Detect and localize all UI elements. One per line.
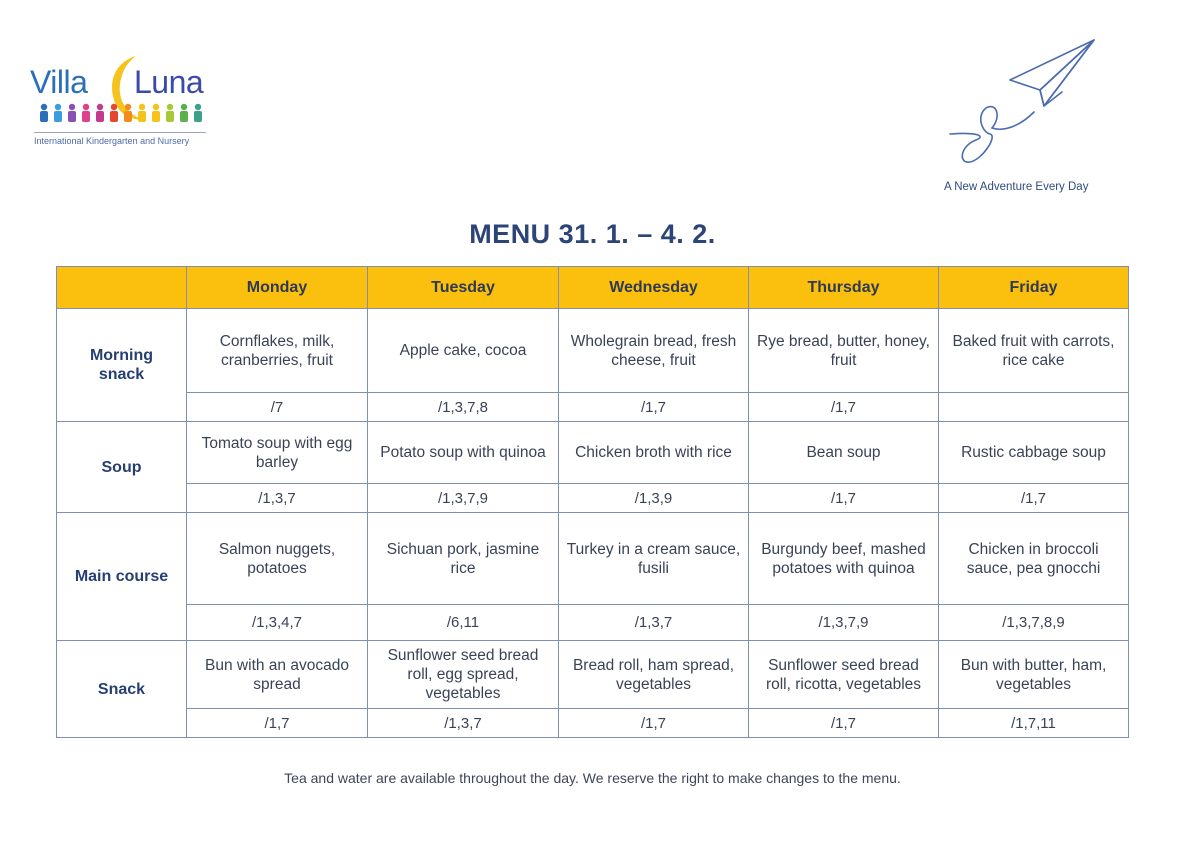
dish-cell: Tomato soup with egg barley bbox=[187, 422, 368, 484]
dish-cell: Apple cake, cocoa bbox=[368, 309, 559, 393]
dish-cell: Cornflakes, milk, cranberries, fruit bbox=[187, 309, 368, 393]
dish-cell: Bean soup bbox=[749, 422, 939, 484]
footer-note: Tea and water are available throughout the day. We reserve the right to make changes to the menu. bbox=[284, 770, 901, 786]
table-row bbox=[57, 641, 1129, 709]
dish-cell: Potato soup with quinoa bbox=[368, 422, 559, 484]
allergen-cell: /1,3,7 bbox=[187, 484, 368, 513]
allergen-cell: /1,7 bbox=[939, 484, 1129, 513]
meal-label: Main course bbox=[57, 513, 187, 641]
allergen-cell: /1,7 bbox=[749, 709, 939, 738]
dish-cell: Salmon nuggets, potatoes bbox=[187, 513, 368, 605]
allergen-row bbox=[57, 709, 1129, 738]
allergen-cell: /1,7 bbox=[559, 393, 749, 422]
allergen-row bbox=[57, 393, 1129, 422]
dish-cell: Sichuan pork, jasmine rice bbox=[368, 513, 559, 605]
allergen-cell: /6,11 bbox=[368, 605, 559, 641]
dish-cell: Rustic cabbage soup bbox=[939, 422, 1129, 484]
allergen-row bbox=[57, 484, 1129, 513]
allergen-cell: /1,3,7,9 bbox=[749, 605, 939, 641]
day-header: Tuesday bbox=[368, 267, 559, 309]
day-header: Monday bbox=[187, 267, 368, 309]
table-row bbox=[57, 513, 1129, 605]
logo-word-villa: Villa bbox=[30, 64, 88, 100]
dish-cell: Chicken broth with rice bbox=[559, 422, 749, 484]
dish-cell: Burgundy beef, mashed potatoes with quinoa bbox=[749, 513, 939, 605]
allergen-cell: /1,3,7 bbox=[368, 709, 559, 738]
allergen-cell: /1,3,7,9 bbox=[368, 484, 559, 513]
table-row bbox=[57, 422, 1129, 484]
table-header-row bbox=[57, 267, 1129, 309]
logo-word-luna: Luna bbox=[134, 64, 204, 100]
allergen-cell bbox=[939, 393, 1129, 422]
menu-table bbox=[56, 266, 1129, 738]
corner-cell bbox=[57, 267, 187, 309]
dish-cell: Wholegrain bread, fresh cheese, fruit bbox=[559, 309, 749, 393]
allergen-cell: /1,3,4,7 bbox=[187, 605, 368, 641]
villa-luna-logo bbox=[30, 52, 220, 152]
slogan: A New Adventure Every Day bbox=[944, 181, 1089, 193]
dish-cell: Chicken in broccoli sauce, pea gnocchi bbox=[939, 513, 1129, 605]
dish-cell: Baked fruit with carrots, rice cake bbox=[939, 309, 1129, 393]
allergen-row bbox=[57, 605, 1129, 641]
dish-cell: Bread roll, ham spread, vegetables bbox=[559, 641, 749, 709]
page-title: MENU 31. 1. – 4. 2. bbox=[469, 219, 716, 249]
allergen-cell: /1,7 bbox=[187, 709, 368, 738]
dish-cell: Rye bread, butter, honey, fruit bbox=[749, 309, 939, 393]
allergen-cell: /1,7 bbox=[749, 484, 939, 513]
meal-label: Morning snack bbox=[57, 309, 187, 422]
children-figures-icon bbox=[36, 102, 206, 124]
dish-cell: Turkey in a cream sauce, fusili bbox=[559, 513, 749, 605]
meal-label: Soup bbox=[57, 422, 187, 513]
day-header: Wednesday bbox=[559, 267, 749, 309]
dish-cell: Sunflower seed bread roll, ricotta, vegetables bbox=[749, 641, 939, 709]
meal-label: Snack bbox=[57, 641, 187, 738]
day-header: Friday bbox=[939, 267, 1129, 309]
allergen-cell: /7 bbox=[187, 393, 368, 422]
dish-cell: Bun with butter, ham, vegetables bbox=[939, 641, 1129, 709]
paper-plane-icon bbox=[940, 36, 1110, 176]
dish-cell: Bun with an avocado spread bbox=[187, 641, 368, 709]
logo-divider bbox=[34, 132, 206, 133]
logo-tagline: International Kindergarten and Nursery bbox=[34, 136, 190, 146]
day-header: Thursday bbox=[749, 267, 939, 309]
allergen-cell: /1,3,9 bbox=[559, 484, 749, 513]
allergen-cell: /1,3,7 bbox=[559, 605, 749, 641]
dish-cell: Sunflower seed bread roll, egg spread, vegetables bbox=[368, 641, 559, 709]
allergen-cell: /1,7 bbox=[749, 393, 939, 422]
allergen-cell: /1,7 bbox=[559, 709, 749, 738]
allergen-cell: /1,3,7,8,9 bbox=[939, 605, 1129, 641]
table-row bbox=[57, 309, 1129, 393]
allergen-cell: /1,7,11 bbox=[939, 709, 1129, 738]
allergen-cell: /1,3,7,8 bbox=[368, 393, 559, 422]
